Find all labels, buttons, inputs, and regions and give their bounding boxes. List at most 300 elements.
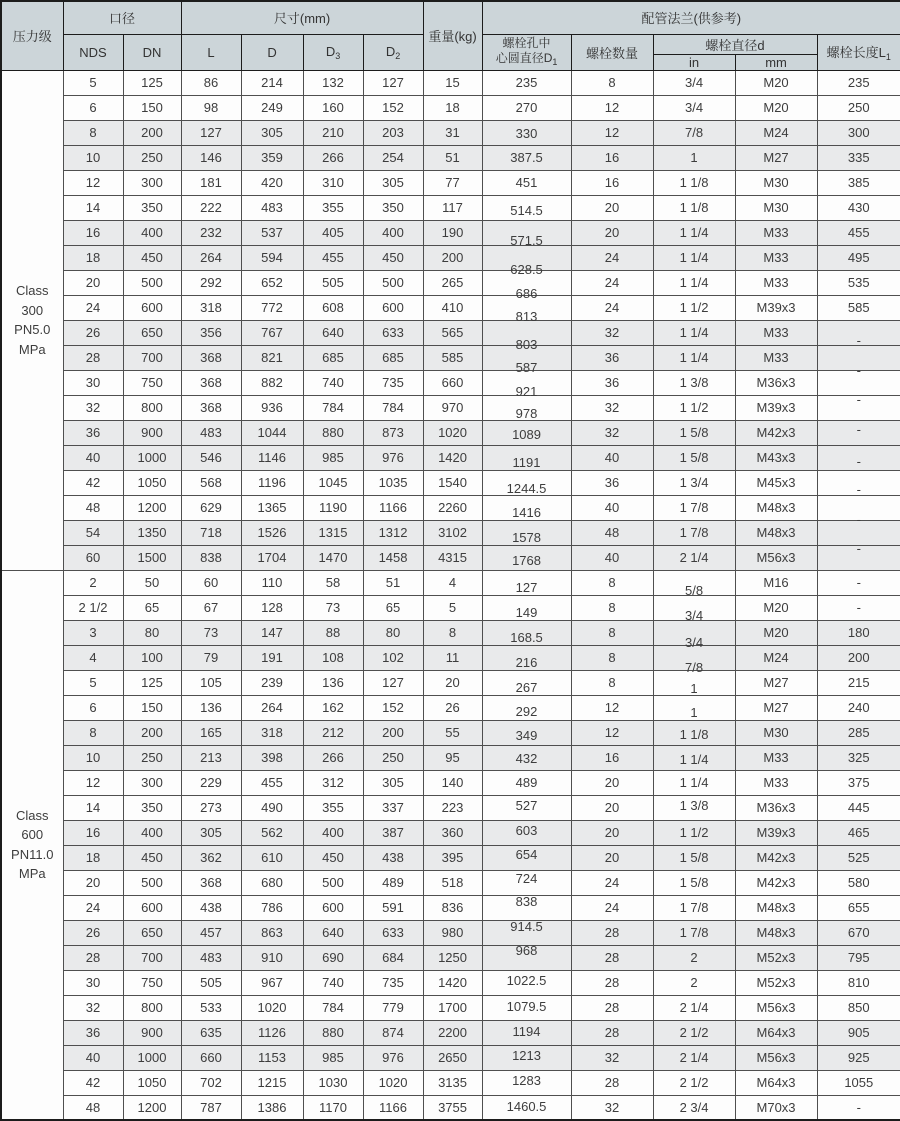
cell-d3: 132 — [303, 70, 363, 95]
cell-l1: - — [817, 570, 900, 595]
cell-d2: 489 — [363, 870, 423, 895]
cell-d1: 1768 — [482, 545, 571, 570]
cell-bolt_mm: M24 — [735, 645, 817, 670]
cell-bolt_mm: M56x3 — [735, 1045, 817, 1070]
cell-dn: 80 — [123, 620, 181, 645]
cell-d3: 690 — [303, 945, 363, 970]
table-row — [1, 845, 900, 870]
header-pressure-class: 压力级 — [1, 1, 63, 70]
table-row — [1, 1095, 900, 1120]
cell-bolt_mm: M42x3 — [735, 870, 817, 895]
cell-nds: 18 — [63, 845, 123, 870]
cell-weight: 1250 — [423, 945, 482, 970]
cell-d3: 160 — [303, 95, 363, 120]
cell-qty: 12 — [571, 95, 653, 120]
section-class600 — [1, 570, 900, 1120]
cell-l: 213 — [181, 745, 241, 770]
cell-d2: 400 — [363, 220, 423, 245]
cell-bolt_mm: M42x3 — [735, 420, 817, 445]
cell-d1: 1089 — [482, 420, 571, 445]
cell-bolt_mm: M48x3 — [735, 520, 817, 545]
cell-l: 368 — [181, 370, 241, 395]
cell-l1: 580 — [817, 870, 900, 895]
cell-dn: 1200 — [123, 495, 181, 520]
cell-d3: 1170 — [303, 1095, 363, 1120]
cell-dn: 650 — [123, 920, 181, 945]
cell-d2: 350 — [363, 195, 423, 220]
cell-d: 420 — [241, 170, 303, 195]
cell-d1: 1416 — [482, 495, 571, 520]
cell-dn: 450 — [123, 245, 181, 270]
cell-d1: 838 — [482, 895, 571, 920]
cell-bolt_in: 1 7/8 — [653, 495, 735, 520]
cell-d: 562 — [241, 820, 303, 845]
cell-d: 455 — [241, 770, 303, 795]
header-size-mm: 尺寸(mm) — [181, 1, 423, 34]
cell-d: 483 — [241, 195, 303, 220]
cell-qty: 24 — [571, 895, 653, 920]
cell-d: 1196 — [241, 470, 303, 495]
cell-d: 537 — [241, 220, 303, 245]
cell-nds: 20 — [63, 870, 123, 895]
cell-nds: 14 — [63, 195, 123, 220]
cell-qty: 20 — [571, 820, 653, 845]
cell-bolt_mm: M20 — [735, 595, 817, 620]
cell-l: 533 — [181, 995, 241, 1020]
cell-bolt_in: 3/4 — [653, 70, 735, 95]
cell-dn: 300 — [123, 170, 181, 195]
cell-weight: 980 — [423, 920, 482, 945]
cell-bolt_mm: M33 — [735, 345, 817, 370]
cell-l1: 325 — [817, 745, 900, 770]
cell-l: 127 — [181, 120, 241, 145]
cell-l1: 240 — [817, 695, 900, 720]
cell-qty: 20 — [571, 845, 653, 870]
cell-nds: 8 — [63, 120, 123, 145]
cell-nds: 6 — [63, 695, 123, 720]
cell-d2: 873 — [363, 420, 423, 445]
cell-bolt_in: 1 1/2 — [653, 295, 735, 320]
cell-bolt_in: 2 — [653, 945, 735, 970]
cell-d3: 985 — [303, 445, 363, 470]
cell-dn: 500 — [123, 270, 181, 295]
cell-dn: 750 — [123, 370, 181, 395]
table-row — [1, 1070, 900, 1095]
cell-qty: 28 — [571, 920, 653, 945]
cell-d2: 976 — [363, 445, 423, 470]
cell-qty: 36 — [571, 345, 653, 370]
cell-dn: 1200 — [123, 1095, 181, 1120]
cell-l1: 525 — [817, 845, 900, 870]
cell-nds: 40 — [63, 1045, 123, 1070]
cell-bolt_mm: M33 — [735, 245, 817, 270]
cell-qty: 16 — [571, 170, 653, 195]
cell-d3: 450 — [303, 845, 363, 870]
cell-qty: 28 — [571, 945, 653, 970]
cell-l: 264 — [181, 245, 241, 270]
cell-nds: 12 — [63, 770, 123, 795]
cell-d2: 1035 — [363, 470, 423, 495]
header-bolt-circle-d1: 螺栓孔中 心圆直径$D_1$ — [482, 34, 571, 70]
cell-l: 273 — [181, 795, 241, 820]
cell-bolt_in: 7/8 — [653, 645, 735, 670]
cell-bolt_in: 1 1/4 — [653, 220, 735, 245]
table-row — [1, 520, 900, 545]
cell-qty: 40 — [571, 495, 653, 520]
cell-l1: - — [817, 1095, 900, 1120]
cell-d1: 349 — [482, 720, 571, 745]
header-bore: 口径 — [63, 1, 181, 34]
cell-weight: 8 — [423, 620, 482, 645]
cell-nds: 54 — [63, 520, 123, 545]
cell-d3: 58 — [303, 570, 363, 595]
cell-weight: 1020 — [423, 420, 482, 445]
cell-d: 1020 — [241, 995, 303, 1020]
cell-l: 98 — [181, 95, 241, 120]
cell-bolt_mm: M48x3 — [735, 495, 817, 520]
cell-l1: 375 — [817, 770, 900, 795]
cell-d: 786 — [241, 895, 303, 920]
cell-l1: - — [817, 470, 900, 495]
table-row — [1, 145, 900, 170]
cell-nds: 10 — [63, 745, 123, 770]
header-bolt-in: in — [653, 54, 735, 70]
cell-d3: 455 — [303, 245, 363, 270]
cell-dn: 800 — [123, 395, 181, 420]
cell-d: 821 — [241, 345, 303, 370]
cell-d: 1215 — [241, 1070, 303, 1095]
cell-dn: 400 — [123, 220, 181, 245]
cell-d3: 266 — [303, 145, 363, 170]
cell-weight: 31 — [423, 120, 482, 145]
cell-bolt_mm: M33 — [735, 220, 817, 245]
cell-l1: 810 — [817, 970, 900, 995]
cell-qty: 24 — [571, 295, 653, 320]
header-nds: NDS — [63, 34, 123, 70]
cell-nds: 6 — [63, 95, 123, 120]
cell-d1: 654 — [482, 845, 571, 870]
cell-weight: 836 — [423, 895, 482, 920]
cell-dn: 350 — [123, 795, 181, 820]
cell-bolt_in: 1 1/8 — [653, 170, 735, 195]
cell-weight: 11 — [423, 645, 482, 670]
cell-d3: 880 — [303, 1020, 363, 1045]
cell-d: 1126 — [241, 1020, 303, 1045]
cell-l1: 655 — [817, 895, 900, 920]
cell-d: 863 — [241, 920, 303, 945]
cell-nds: 60 — [63, 545, 123, 570]
cell-l1: 215 — [817, 670, 900, 695]
cell-l: 181 — [181, 170, 241, 195]
cell-weight: 3135 — [423, 1070, 482, 1095]
cell-dn: 450 — [123, 845, 181, 870]
cell-d: 490 — [241, 795, 303, 820]
cell-l: 368 — [181, 870, 241, 895]
cell-dn: 150 — [123, 95, 181, 120]
cell-nds: 30 — [63, 970, 123, 995]
table-row — [1, 795, 900, 820]
cell-qty: 28 — [571, 1020, 653, 1045]
cell-dn: 150 — [123, 695, 181, 720]
cell-l: 362 — [181, 845, 241, 870]
cell-nds: 42 — [63, 1070, 123, 1095]
cell-bolt_mm: M42x3 — [735, 845, 817, 870]
cell-d3: 1315 — [303, 520, 363, 545]
cell-d: 1386 — [241, 1095, 303, 1120]
cell-nds: 14 — [63, 795, 123, 820]
cell-bolt_mm: M39x3 — [735, 395, 817, 420]
cell-nds: 2 — [63, 570, 123, 595]
cell-weight: 1420 — [423, 445, 482, 470]
cell-bolt_in: 1 1/8 — [653, 720, 735, 745]
table-row — [1, 495, 900, 520]
cell-l: 356 — [181, 320, 241, 345]
cell-d1: 603 — [482, 820, 571, 845]
cell-nds: 3 — [63, 620, 123, 645]
cell-d1: 451 — [482, 170, 571, 195]
cell-d2: 152 — [363, 695, 423, 720]
table-row — [1, 720, 900, 745]
cell-weight: 410 — [423, 295, 482, 320]
cell-d2: 127 — [363, 670, 423, 695]
cell-d3: 355 — [303, 195, 363, 220]
cell-dn: 650 — [123, 320, 181, 345]
cell-d3: 1190 — [303, 495, 363, 520]
cell-weight: 20 — [423, 670, 482, 695]
cell-d1: 1578 — [482, 520, 571, 545]
cell-d2: 203 — [363, 120, 423, 145]
cell-l: 86 — [181, 70, 241, 95]
cell-bolt_in: 1 1/4 — [653, 270, 735, 295]
cell-d: 767 — [241, 320, 303, 345]
cell-bolt_in: 3/4 — [653, 95, 735, 120]
cell-l1: 285 — [817, 720, 900, 745]
cell-dn: 1000 — [123, 445, 181, 470]
cell-bolt_in: 3/4 — [653, 620, 735, 645]
cell-d1: 914.5 — [482, 920, 571, 945]
cell-bolt_in: 2 1/2 — [653, 1070, 735, 1095]
cell-l1: 180 — [817, 620, 900, 645]
cell-l: 305 — [181, 820, 241, 845]
cell-l1: 925 — [817, 1045, 900, 1070]
cell-nds: 26 — [63, 320, 123, 345]
table-row — [1, 220, 900, 245]
cell-nds: 16 — [63, 820, 123, 845]
table-row — [1, 545, 900, 570]
cell-qty: 24 — [571, 270, 653, 295]
cell-weight: 2200 — [423, 1020, 482, 1045]
cell-weight: 3755 — [423, 1095, 482, 1120]
cell-l: 232 — [181, 220, 241, 245]
cell-nds: 40 — [63, 445, 123, 470]
cell-d: 680 — [241, 870, 303, 895]
cell-l1: - — [817, 495, 900, 520]
header-flange-ref: 配管法兰(供参考) — [482, 1, 900, 34]
cell-d3: 1045 — [303, 470, 363, 495]
cell-d3: 400 — [303, 820, 363, 845]
cell-qty: 28 — [571, 970, 653, 995]
cell-l1: - — [817, 345, 900, 370]
cell-d1: 1460.5 — [482, 1095, 571, 1120]
cell-nds: 18 — [63, 245, 123, 270]
cell-dn: 300 — [123, 770, 181, 795]
cell-weight: 95 — [423, 745, 482, 770]
cell-weight: 660 — [423, 370, 482, 395]
cell-qty: 48 — [571, 520, 653, 545]
cell-weight: 51 — [423, 145, 482, 170]
cell-bolt_in: 2 1/4 — [653, 1045, 735, 1070]
cell-dn: 700 — [123, 345, 181, 370]
cell-nds: 48 — [63, 1095, 123, 1120]
cell-l: 457 — [181, 920, 241, 945]
cell-dn: 125 — [123, 70, 181, 95]
cell-d: 239 — [241, 670, 303, 695]
cell-bolt_in: 1 1/4 — [653, 345, 735, 370]
cell-dn: 1350 — [123, 520, 181, 545]
cell-qty: 40 — [571, 445, 653, 470]
cell-l: 660 — [181, 1045, 241, 1070]
cell-nds: 42 — [63, 470, 123, 495]
cell-l1: 585 — [817, 295, 900, 320]
cell-qty: 32 — [571, 1045, 653, 1070]
cell-nds: 48 — [63, 495, 123, 520]
cell-d1: 1191 — [482, 445, 571, 470]
cell-bolt_in: 1 1/4 — [653, 245, 735, 270]
cell-qty: 12 — [571, 120, 653, 145]
cell-nds: 12 — [63, 170, 123, 195]
cell-d: 610 — [241, 845, 303, 870]
cell-d3: 312 — [303, 770, 363, 795]
cell-weight: 360 — [423, 820, 482, 845]
cell-d1: 127 — [482, 570, 571, 595]
cell-bolt_in: 1 1/4 — [653, 745, 735, 770]
table-row — [1, 195, 900, 220]
cell-d1: 628.5 — [482, 245, 571, 270]
cell-l1: 385 — [817, 170, 900, 195]
cell-l: 67 — [181, 595, 241, 620]
cell-d3: 608 — [303, 295, 363, 320]
header-l: L — [181, 34, 241, 70]
cell-weight: 223 — [423, 795, 482, 820]
cell-qty: 24 — [571, 870, 653, 895]
cell-d: 191 — [241, 645, 303, 670]
cell-d1: 1283 — [482, 1070, 571, 1095]
table-row — [1, 170, 900, 195]
cell-bolt_in: 2 1/2 — [653, 1020, 735, 1045]
cell-qty: 20 — [571, 195, 653, 220]
cell-dn: 350 — [123, 195, 181, 220]
cell-l: 105 — [181, 670, 241, 695]
cell-l: 165 — [181, 720, 241, 745]
cell-d2: 591 — [363, 895, 423, 920]
table-row — [1, 320, 900, 345]
cell-bolt_in: 1 — [653, 145, 735, 170]
cell-l: 483 — [181, 945, 241, 970]
cell-d2: 127 — [363, 70, 423, 95]
cell-dn: 65 — [123, 595, 181, 620]
cell-d: 214 — [241, 70, 303, 95]
cell-d3: 640 — [303, 320, 363, 345]
cell-d3: 73 — [303, 595, 363, 620]
table-row — [1, 470, 900, 495]
cell-d1: 921 — [482, 370, 571, 395]
cell-d3: 266 — [303, 745, 363, 770]
cell-bolt_mm: M27 — [735, 670, 817, 695]
cell-qty: 8 — [571, 620, 653, 645]
cell-l: 505 — [181, 970, 241, 995]
cell-l1: 445 — [817, 795, 900, 820]
cell-d2: 1458 — [363, 545, 423, 570]
cell-d3: 162 — [303, 695, 363, 720]
cell-d: 1146 — [241, 445, 303, 470]
cell-d2: 1166 — [363, 495, 423, 520]
cell-l1: - — [817, 370, 900, 395]
table-row — [1, 1020, 900, 1045]
cell-d1: 686 — [482, 270, 571, 295]
cell-d3: 355 — [303, 795, 363, 820]
cell-qty: 12 — [571, 695, 653, 720]
cell-d1: 149 — [482, 595, 571, 620]
cell-bolt_mm: M52x3 — [735, 945, 817, 970]
cell-d3: 640 — [303, 920, 363, 945]
cell-d2: 250 — [363, 745, 423, 770]
cell-weight: 1700 — [423, 995, 482, 1020]
cell-bolt_in: 1 5/8 — [653, 845, 735, 870]
cell-d2: 600 — [363, 295, 423, 320]
cell-bolt_mm: M20 — [735, 95, 817, 120]
cell-d3: 310 — [303, 170, 363, 195]
cell-bolt_in: 5/8 — [653, 570, 735, 595]
cell-l1: 430 — [817, 195, 900, 220]
cell-weight: 140 — [423, 770, 482, 795]
cell-bolt_mm: M30 — [735, 720, 817, 745]
cell-l: 318 — [181, 295, 241, 320]
table-row — [1, 445, 900, 470]
cell-d2: 450 — [363, 245, 423, 270]
cell-d2: 685 — [363, 345, 423, 370]
cell-d: 128 — [241, 595, 303, 620]
cell-bolt_mm: M16 — [735, 570, 817, 595]
cell-d2: 735 — [363, 970, 423, 995]
table-row — [1, 995, 900, 1020]
cell-l: 368 — [181, 345, 241, 370]
cell-d3: 880 — [303, 420, 363, 445]
cell-d2: 305 — [363, 770, 423, 795]
cell-d: 1526 — [241, 520, 303, 545]
cell-bolt_mm: M24 — [735, 120, 817, 145]
cell-qty: 20 — [571, 795, 653, 820]
cell-l: 60 — [181, 570, 241, 595]
cell-bolt_mm: M30 — [735, 170, 817, 195]
cell-qty: 8 — [571, 645, 653, 670]
cell-nds: 10 — [63, 145, 123, 170]
table-row — [1, 395, 900, 420]
cell-nds: 36 — [63, 1020, 123, 1045]
cell-bolt_mm: M70x3 — [735, 1095, 817, 1120]
cell-bolt_in: 1 3/4 — [653, 470, 735, 495]
cell-weight: 1540 — [423, 470, 482, 495]
cell-d2: 684 — [363, 945, 423, 970]
cell-d2: 65 — [363, 595, 423, 620]
cell-dn: 250 — [123, 145, 181, 170]
table-row — [1, 345, 900, 370]
cell-bolt_in: 1 5/8 — [653, 870, 735, 895]
cell-l: 629 — [181, 495, 241, 520]
cell-d2: 337 — [363, 795, 423, 820]
cell-l: 838 — [181, 545, 241, 570]
cell-qty: 20 — [571, 770, 653, 795]
cell-qty: 36 — [571, 370, 653, 395]
